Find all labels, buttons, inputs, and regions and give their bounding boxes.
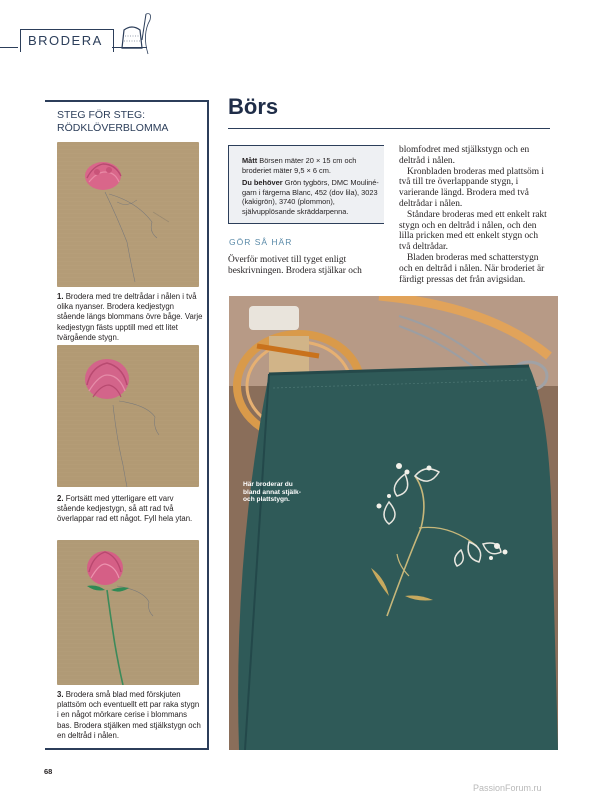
panel-corner-tick — [45, 100, 51, 102]
step2-photo — [57, 345, 199, 487]
col2-paragraph-1: blomfodret med stjälkstygn och en deltråd i nålen. — [399, 145, 530, 166]
instructions-subheading: GÖR SÅ HÄR — [229, 237, 293, 247]
step3-photo — [57, 540, 199, 685]
thimble-needle-icon — [112, 10, 154, 56]
step3-text — [57, 690, 203, 741]
size-text: Börsen mäter 20 × 15 cm och broderiet mäter 9,5 × 6 cm. — [242, 156, 357, 175]
materials-info — [242, 178, 379, 216]
step2-desc: Fortsätt med ytterligare ett varv stående kedjestygn, så att rad två överlappar rad ett något. Fyll hela ytan. — [57, 494, 193, 524]
size-label: Mått — [242, 156, 258, 165]
materials-box — [228, 145, 384, 224]
col2-paragraph-4: Bladen broderas med schatterstygn och en deltråd i nålen. När broderiet är färdigt pressas det från avigsidan. — [399, 252, 545, 285]
title-rule — [228, 128, 550, 129]
panel-title — [57, 109, 207, 135]
step1-text — [57, 292, 203, 343]
materials-label: Du behöver — [242, 178, 283, 187]
step2-text — [57, 494, 203, 525]
watermark: PassionForum.ru — [473, 783, 542, 793]
step1-photo — [57, 142, 199, 287]
panel-title-line2: RÖDKLÖVERBLOMMA — [57, 122, 169, 134]
col1-paragraph: Överför motivet till tyget enligt beskrivningen. Brodera stjälkar och — [228, 255, 362, 276]
section-label: BRODERA — [28, 33, 103, 48]
step2-number: 2. — [57, 494, 64, 503]
header-rule-left — [0, 47, 18, 48]
step1-number: 1. — [57, 292, 64, 301]
materials-text: Grön tygbörs, DMC Mouliné-garn i färgerna Blanc, 452 (dov lila), 3023 (kakigrön), 3740 (plommon), självupplösande skräddarpenna. — [242, 178, 379, 216]
col2-paragraph-2: Kronbladen broderas med plattsöm i två till tre överlappande stygn, i varierande längd. Brodera med två deltrådar i nålen. — [399, 166, 544, 209]
panel-title-line1: STEG FÖR STEG: — [57, 109, 146, 121]
article-title: Börs — [228, 94, 279, 119]
page-number: 68 — [44, 767, 53, 776]
step3-number: 3. — [57, 690, 64, 699]
step1-desc: Brodera med tre deltrådar i nålen i två olika nyanser. Brodera kedjestygn stående längs blommans övre båge. Varje kedjestygn fästs upptill med ett litet tvärgående stygn. — [57, 292, 203, 342]
body-column-2 — [399, 145, 551, 285]
step3-desc: Brodera små blad med förskjuten plattsöm och eventuellt ett par raka stygn i en något mörkare cerise i blommans bas. Brodera stjälken med stjälkstygn och en deltråd i nålen. — [57, 690, 201, 740]
col2-paragraph-3: Ståndare broderas med ett enkelt rakt stygn och en deltråd i nålen, och den lilla pricken med ett enkelt stygn och två deltrådar. — [399, 209, 547, 253]
size-info — [242, 156, 379, 175]
pouch-photo — [229, 296, 558, 750]
body-column-1 — [228, 255, 384, 277]
photo-caption: Här broderar du bland annat stjälk- och plattstygn. — [243, 481, 301, 504]
